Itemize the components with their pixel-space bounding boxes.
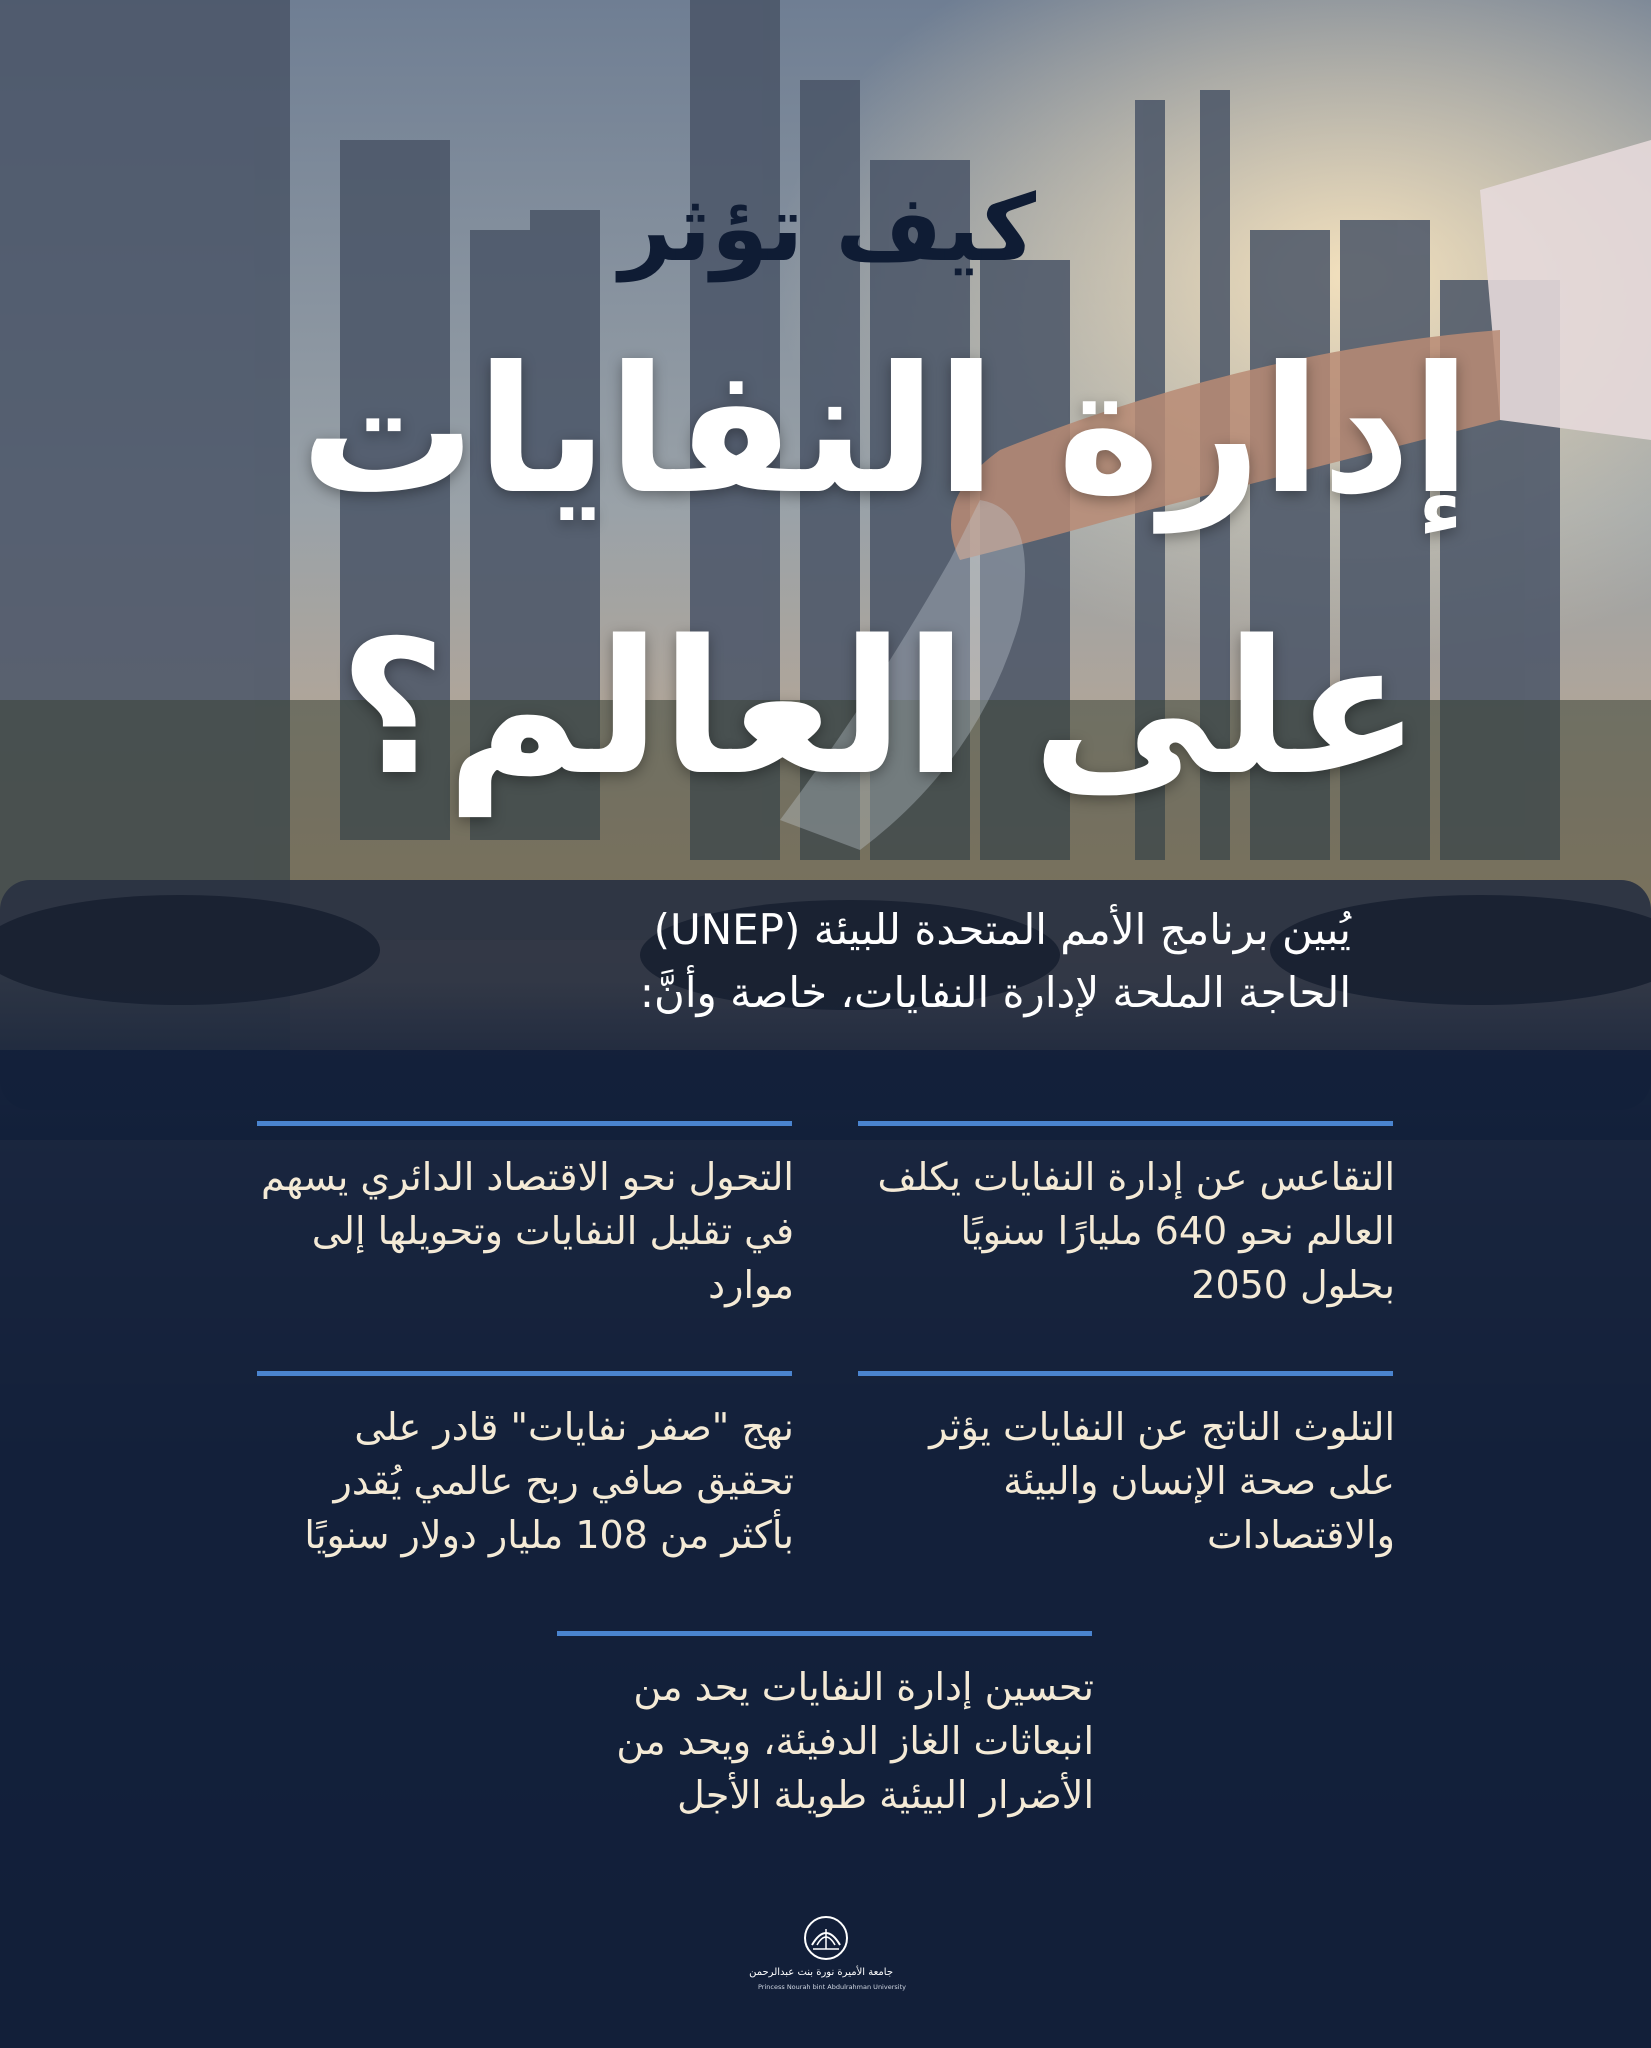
divider-rule xyxy=(257,1121,792,1126)
point-pollution-impact: التلوث الناتج عن النفايات يؤثر على صحة الإنسان والبيئة والاقتصادات xyxy=(929,1405,1395,1557)
intro-line-1: يُبين برنامج الأمم المتحدة للبيئة (UNEP) xyxy=(653,905,1351,954)
title-line-1: إدارة النفايات xyxy=(300,330,1471,533)
divider-rule xyxy=(858,1121,1393,1126)
point-zero-waste: نهج "صفر نفايات" قادر على تحقيق صافي ربح عالمي يُقدر بأكثر من 108 مليار دولار سنويًا xyxy=(304,1405,794,1557)
point-circular-economy: التحول نحو الاقتصاد الدائري يسهم في تقليل النفايات وتحويلها إلى موارد xyxy=(261,1155,794,1307)
university-logo xyxy=(749,1915,906,2025)
kicker-heading: كيف تؤثر xyxy=(619,175,1036,282)
divider-rule xyxy=(257,1371,792,1376)
divider-rule xyxy=(858,1371,1393,1376)
point-inaction-cost: التقاعس عن إدارة النفايات يكلف العالم نحو 640 مليارًا سنويًا بحلول 2050 xyxy=(877,1155,1395,1307)
point-emissions-reduction: تحسين إدارة النفايات يحد من انبعاثات الغاز الدفيئة، ويحد من الأضرار البيئية طويلة الأجل xyxy=(616,1665,1094,1817)
university-name-arabic: جامعة الأميرة نورة بنت عبدالرحمن xyxy=(749,1967,893,1978)
intro-line-2: الحاجة الملحة لإدارة النفايات، خاصة وأنَّ: xyxy=(639,968,1351,1017)
university-name-english: Princess Nourah bint Abdulrahman University xyxy=(758,1983,906,1991)
divider-rule xyxy=(557,1631,1092,1636)
title-line-2: على العالم؟ xyxy=(338,600,1421,816)
university-emblem-icon xyxy=(803,1915,849,1961)
